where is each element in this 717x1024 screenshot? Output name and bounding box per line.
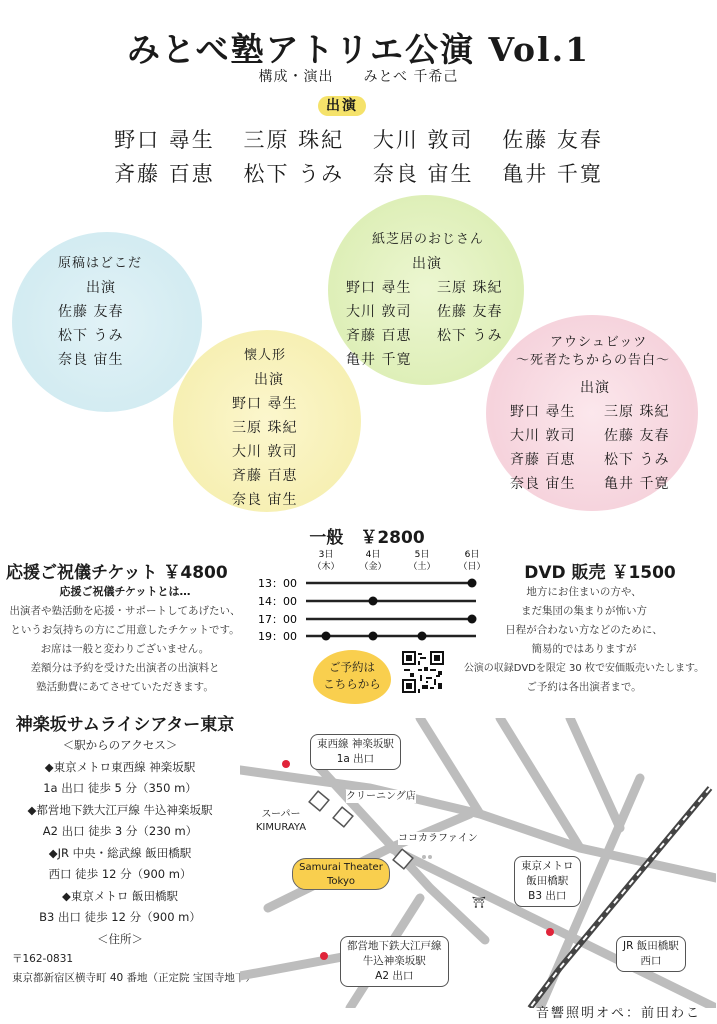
schedule-day-date: 5日 (414, 550, 430, 560)
info-line: お席は一般と変わりございません。 (40, 643, 210, 655)
play-subtitle: 〜死者たちからの告白〜 (516, 353, 671, 368)
station-marker (282, 760, 290, 768)
schedule-time-label: 14：00 (258, 595, 297, 608)
info-line: まだ集団の集まりが怖い方 (521, 605, 647, 617)
schedule-time-label: 17：00 (258, 613, 297, 626)
cast-name: 奈良 宙生 (58, 352, 124, 368)
cast-name: 松下 うみ (243, 162, 345, 186)
map-label: 牛込神楽坂駅 (362, 955, 426, 967)
play-cast-label: 出演 (580, 380, 610, 396)
cast-name: 大川 敦司 (372, 128, 474, 152)
cast-name: 松下 うみ (58, 328, 124, 344)
dvd-info (452, 583, 716, 697)
map-label-cleaning: クリーニング店 (346, 791, 416, 802)
support-ticket-title: 応援ご祝儀チケット ￥4800 (6, 563, 228, 583)
cast-name: 佐藤 友春 (604, 428, 670, 444)
map-callout-jr (616, 936, 686, 972)
map-label-cocokara: ココカラファイン (398, 833, 478, 844)
station-marker (546, 928, 554, 936)
schedule-time-label: 13：00 (258, 577, 297, 590)
cast-name: 野口 尋生 (346, 280, 412, 296)
schedule-time-label: 19：00 (258, 630, 297, 643)
reservation-qr-code[interactable] (402, 651, 444, 693)
map-label: 西口 (640, 955, 662, 967)
cast-name: 亀井 千寛 (502, 162, 603, 186)
route-line: ◆JR 中央・総武線 飯田橋駅 (48, 845, 192, 860)
play-cast-label: 出演 (412, 256, 442, 272)
venue-name: 神楽坂サムライシアター東京 (15, 715, 235, 735)
map-label: 東西線 神楽坂駅 (317, 738, 394, 750)
map-dot (428, 855, 432, 859)
address-block (12, 950, 256, 988)
cast-label: 出演 (318, 96, 366, 116)
crew-credit: 音響照明オペ：前田わこ (536, 1006, 702, 1021)
route-detail: 西口 徒歩 12 分（900 m） (48, 867, 192, 881)
performance-dot (418, 632, 427, 641)
schedule-day-weekday: （木） (312, 562, 340, 572)
info-line: 塾活動費にあてさせていただきます。 (36, 681, 214, 693)
cast-name: 大川 敦司 (346, 304, 412, 320)
map-label: B3 出口 (528, 890, 567, 902)
info-line: 簡易的ではありますが (531, 643, 637, 655)
reservation-line: こちらから (323, 677, 381, 691)
info-line: 差額分は予約を受けた出演者の出演料と (30, 662, 220, 674)
general-ticket-title: 一般 ￥2800 (309, 528, 425, 548)
cast-name: 斉藤 百恵 (114, 162, 215, 186)
cast-row-1 (0, 124, 717, 154)
map-callout-metro-iidabashi (514, 856, 581, 907)
schedule-day-date: 3日 (318, 550, 334, 560)
map-label: 飯田橋駅 (526, 875, 569, 887)
cast-name: 佐藤 友春 (437, 304, 503, 320)
support-ticket-info (0, 582, 250, 697)
info-line: ご予約は各出演者まで。 (526, 681, 642, 693)
map-label: 都営地下鉄大江戸線 (347, 940, 442, 952)
map-road (570, 718, 620, 828)
page-title: みとべ塾アトリエ公演 Vol.1 (126, 30, 591, 69)
cast-name: 野口 尋生 (232, 396, 298, 412)
map-label: A2 出口 (375, 970, 414, 982)
cast-name: 松下 うみ (437, 328, 503, 344)
play-cast-grid (510, 400, 686, 496)
cast-name: 斉藤 百恵 (346, 328, 412, 344)
play-kamishibai (346, 228, 516, 372)
info-line: 地方にお住まいの方や、 (526, 586, 642, 598)
postal-code: 〒162-0831 (12, 953, 74, 965)
cast-name: 松下 うみ (604, 452, 670, 468)
map-label: 東京メトロ (521, 860, 574, 872)
schedule-day-weekday: （日） (458, 562, 486, 572)
performance-dot (369, 632, 378, 641)
reservation-bubble[interactable] (313, 650, 391, 704)
cast-name: 佐藤 友春 (58, 304, 124, 320)
play-title: 原稿はどこだ (58, 256, 143, 271)
info-line: 出演者や塾活動を応援・サポートしてあげたい、 (9, 605, 241, 617)
play-auschwitz (510, 334, 686, 496)
access-label: ＜駅からのアクセス＞ (62, 738, 178, 752)
schedule-day-weekday: （土） (408, 562, 436, 572)
play-cast-grid (346, 276, 516, 372)
support-ticket-subtitle: 応援ご祝儀チケットとは… (59, 585, 191, 598)
cast-name: 奈良 宙生 (510, 476, 576, 492)
play-ningyo (232, 344, 342, 512)
play-title: 紙芝居のおじさん (372, 232, 485, 247)
address-label: ＜住所＞ (97, 931, 143, 946)
info-line: 公演の収録DVDを限定 30 枚で安価販売いたします。 (463, 663, 705, 674)
play-genko (58, 252, 198, 372)
map-label: Tokyo (327, 876, 355, 887)
cast-row-2 (0, 158, 717, 188)
cast-name: 野口 尋生 (114, 128, 215, 152)
cast-name: 大川 敦司 (510, 428, 576, 444)
cast-name: 野口 尋生 (510, 404, 576, 420)
cast-name: 亀井 千寛 (604, 476, 670, 492)
access-info (0, 735, 240, 950)
map-callout-kagurazaka (310, 734, 401, 770)
cast-name: 三原 珠紀 (437, 280, 503, 296)
shrine-icon: ⛩ (472, 896, 486, 909)
schedule-day-weekday: （金） (359, 562, 387, 572)
cast-name: 三原 珠紀 (232, 420, 298, 436)
route-line: ◆都営地下鉄大江戸線 牛込神楽坂駅 (27, 802, 213, 817)
map-theater (292, 858, 390, 890)
street-address: 東京都新宿区横寺町 40 番地（正定院 宝国寺地下） (12, 972, 256, 984)
route-line: ◆東京メトロ東西線 神楽坂駅 (44, 759, 196, 774)
performance-dot (322, 632, 331, 641)
info-line: というお気持ちの方にご用意したチケットです。 (10, 624, 240, 636)
map-label: スーパー (261, 809, 301, 820)
cast-name: 三原 珠紀 (243, 128, 345, 152)
dvd-title: DVD 販売 ￥1500 (524, 563, 676, 583)
map-building-cleaning (333, 807, 353, 827)
cast-name: 亀井 千寛 (346, 352, 412, 368)
route-line: ◆東京メトロ 飯田橋駅 (62, 888, 178, 903)
map-label: Samurai Theater (299, 862, 383, 873)
cast-name: 佐藤 友春 (502, 128, 603, 152)
map-label-supermarket (250, 808, 312, 834)
cast-name: 奈良 宙生 (372, 162, 474, 186)
play-cast-label: 出演 (254, 372, 284, 388)
map-dot (422, 855, 426, 859)
cast-name: 大川 敦司 (232, 444, 298, 460)
route-detail: A2 出口 徒歩 3 分（230 m） (42, 824, 198, 838)
performance-dot (369, 597, 378, 606)
cast-name: 奈良 宙生 (232, 492, 298, 508)
director-credit: 構成・演出 みとべ 千希己 (258, 69, 459, 85)
map-label: KIMURAYA (255, 822, 307, 833)
reservation-line: ご予約は (329, 660, 375, 674)
route-detail: 1a 出口 徒歩 5 分（350 m） (43, 781, 197, 795)
map-label: 1a 出口 (336, 753, 375, 765)
schedule-day-date: 4日 (365, 550, 381, 560)
info-line: 日程が合わない方などのために、 (505, 624, 663, 636)
cast-name: 斉藤 百恵 (232, 468, 298, 484)
map-callout-oedo (340, 936, 449, 987)
cast-name: 三原 珠紀 (604, 404, 670, 420)
play-cast-label: 出演 (86, 280, 116, 296)
map-building-kimuraya (309, 791, 329, 811)
cast-name: 斉藤 百恵 (510, 452, 576, 468)
play-title: 懐人形 (244, 348, 287, 363)
play-title: アウシュビッツ (550, 335, 648, 350)
route-detail: B3 出口 徒歩 12 分（900 m） (39, 910, 201, 924)
station-marker (320, 952, 328, 960)
schedule-day-date: 6日 (464, 550, 480, 560)
map-label: JR 飯田橋駅 (623, 940, 679, 952)
